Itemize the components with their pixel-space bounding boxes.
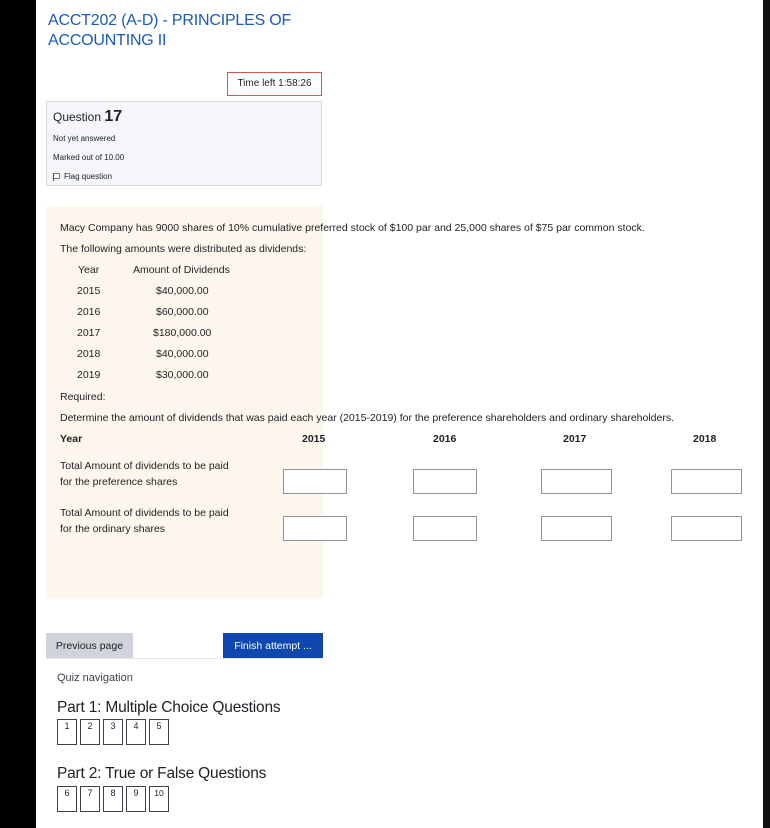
quiz-navigation-title: Quiz navigation	[57, 672, 133, 684]
quiz-nav-number: 6	[64, 788, 70, 798]
quiz-nav-button[interactable]	[80, 719, 100, 745]
part-1-title: Part 1: Multiple Choice Questions	[57, 699, 281, 716]
question-info-panel	[46, 101, 322, 186]
ordinary-2017-input[interactable]	[541, 516, 612, 541]
question-label: Question	[53, 110, 102, 124]
quiz-nav-number: 10	[154, 788, 164, 798]
preference-2017-input[interactable]	[541, 469, 612, 494]
time-left-timer: Time left 1:58:26	[227, 72, 322, 96]
part-1-nav	[57, 719, 169, 745]
question-number	[53, 108, 315, 126]
table-header-year: Year	[78, 264, 100, 276]
required-label: Required:	[60, 391, 106, 403]
ordinary-2015-input[interactable]	[283, 516, 347, 541]
quiz-nav-button[interactable]	[103, 719, 123, 745]
answer-label-line: for the ordinary shares	[60, 523, 166, 535]
table-year: 2016	[77, 306, 101, 318]
quiz-nav-number: 2	[87, 721, 93, 731]
answer-label-ordinary	[60, 505, 245, 537]
quiz-nav-button[interactable]	[57, 719, 77, 745]
answer-header-2016: 2016	[433, 433, 457, 445]
answer-label-line: for the preference shares	[60, 476, 178, 488]
ordinary-2016-input[interactable]	[413, 516, 477, 541]
question-number-value: 17	[104, 108, 123, 125]
table-header-amount: Amount of Dividends	[133, 264, 230, 276]
quiz-nav-number: 1	[64, 721, 70, 731]
answer-label-line: Total Amount of dividends to be paid	[60, 460, 229, 472]
quiz-nav-button[interactable]	[57, 786, 77, 812]
question-mark: Marked out of 10.00	[53, 153, 125, 162]
quiz-nav-number: 8	[110, 788, 116, 798]
quiz-nav-number: 7	[87, 788, 93, 798]
question-intro: Macy Company has 9000 shares of 10% cumulative preferred stock of $100 par and 25,000 shares of $75 par common stock.	[60, 222, 645, 234]
answer-label-preference	[60, 458, 245, 490]
flag-question-label: Flag question	[64, 172, 113, 181]
answer-header-2018: 2018	[693, 433, 717, 445]
table-amount: $180,000.00	[153, 327, 212, 339]
answer-header-2017: 2017	[563, 433, 587, 445]
quiz-nav-button[interactable]	[149, 786, 169, 812]
quiz-nav-button[interactable]	[80, 786, 100, 812]
course-title[interactable]: ACCT202 (A-D) - PRINCIPLES OF ACCOUNTING II	[48, 12, 292, 49]
table-amount: $40,000.00	[156, 285, 209, 297]
preference-2015-input[interactable]	[283, 469, 347, 494]
divider	[46, 658, 323, 659]
ordinary-2018-input[interactable]	[671, 516, 742, 541]
answer-label-line: Total Amount of dividends to be paid	[60, 507, 229, 519]
window-edge	[763, 0, 770, 828]
flag-icon	[53, 173, 60, 181]
table-amount: $60,000.00	[156, 306, 209, 318]
part-2-title: Part 2: True or False Questions	[57, 765, 267, 782]
part-2-nav	[57, 786, 169, 812]
preference-2016-input[interactable]	[413, 469, 477, 494]
question-state: Not yet answered	[53, 134, 116, 143]
table-amount: $30,000.00	[156, 369, 209, 381]
quiz-nav-number: 3	[110, 721, 116, 731]
table-amount: $40,000.00	[156, 348, 209, 360]
flag-question-toggle[interactable]	[53, 172, 315, 181]
quiz-nav-number: 5	[156, 721, 162, 731]
previous-page-button[interactable]: Previous page	[46, 633, 133, 658]
preference-2018-input[interactable]	[671, 469, 742, 494]
table-year: 2017	[77, 327, 101, 339]
table-year: 2015	[77, 285, 101, 297]
answer-header-2015: 2015	[302, 433, 326, 445]
quiz-nav-button[interactable]	[149, 719, 169, 745]
quiz-page	[36, 0, 763, 828]
quiz-nav-button[interactable]	[126, 786, 146, 812]
quiz-nav-number: 9	[133, 788, 139, 798]
answer-header-year: Year	[60, 433, 83, 445]
quiz-nav-button[interactable]	[103, 786, 123, 812]
quiz-nav-button[interactable]	[126, 719, 146, 745]
finish-attempt-button[interactable]: Finish attempt ...	[223, 633, 323, 658]
question-determine: Determine the amount of dividends that was paid each year (2015-2019) for the preference shareholders and ordinary shareholders.	[60, 412, 675, 424]
question-distributed: The following amounts were distributed as dividends:	[60, 243, 307, 255]
quiz-nav-number: 4	[133, 721, 139, 731]
table-year: 2018	[77, 348, 101, 360]
table-year: 2019	[77, 369, 101, 381]
